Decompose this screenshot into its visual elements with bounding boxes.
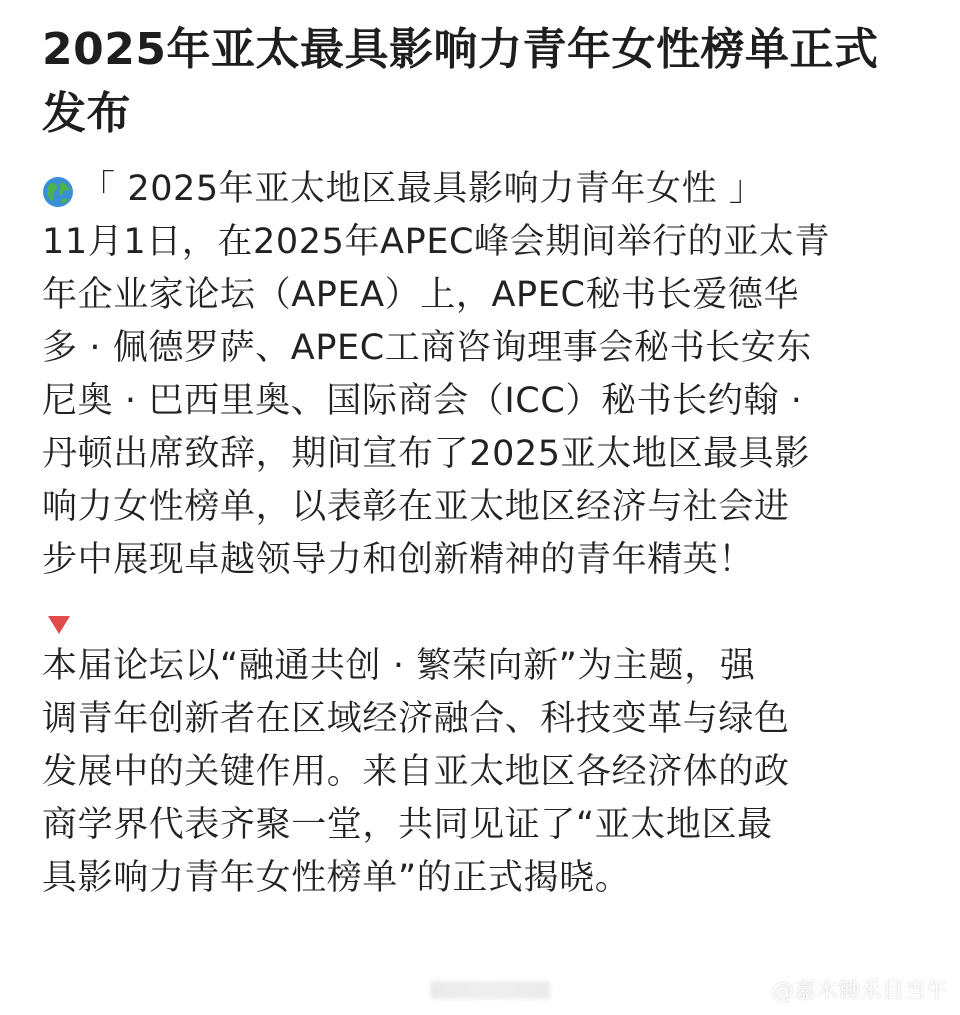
weibo-logo-icon (736, 979, 766, 1005)
blurred-text-strip (430, 981, 550, 999)
paragraph-heading-text: 「 2025年亚太地区最具影响力青年女性 」 (80, 169, 765, 209)
paragraph-line: 本届论坛以“融通共创 · 繁荣向新”为主题，强 (42, 646, 756, 686)
paragraph-line: 11月1日，在2025年APEC峰会期间举行的亚太青 (42, 222, 831, 262)
title-line: 发布 (42, 88, 131, 139)
title-line: 2025年亚太最具影响力青年女性榜单正式 (42, 24, 879, 75)
paragraph-line: 响力女性榜单，以表彰在亚太地区经济与社会进 (42, 487, 790, 527)
paragraph-heading-line (42, 163, 932, 216)
red-down-triangle-icon (44, 602, 74, 632)
triangle-row (42, 587, 932, 640)
paragraph-announcement (42, 163, 932, 587)
globe-icon (42, 171, 74, 203)
article-title (42, 18, 922, 146)
paragraph-forum-theme (42, 640, 932, 905)
paragraph-line: 丹顿出席致辞，期间宣布了2025亚太地区最具影 (42, 434, 810, 474)
watermark-text: @嘉木锄禾目当午 (771, 979, 948, 1004)
paragraph-line: 步中展现卓越领导力和创新精神的青年精英！ (42, 540, 755, 580)
paragraph-line: 年企业家论坛（APEA）上，APEC秘书长爱德华 (42, 275, 800, 315)
paragraph-line: 发展中的关键作用。来自亚太地区各经济体的政 (42, 752, 790, 792)
paragraph-line: 具影响力青年女性榜单”的正式揭晓。 (42, 858, 631, 898)
paragraph-line: 多 · 佩德罗萨、APEC工商咨询理事会秘书长安东 (42, 328, 812, 368)
article-body (42, 163, 932, 905)
paragraph-line: 尼奥 · 巴西里奥、国际商会（ICC）秘书长约翰 · (42, 381, 803, 421)
paragraph-line: 商学界代表齐聚一堂，共同见证了“亚太地区最 (42, 805, 773, 845)
paragraph-line: 调青年创新者在区域经济融合、科技变革与绿色 (42, 699, 790, 739)
weibo-watermark (736, 975, 948, 1009)
